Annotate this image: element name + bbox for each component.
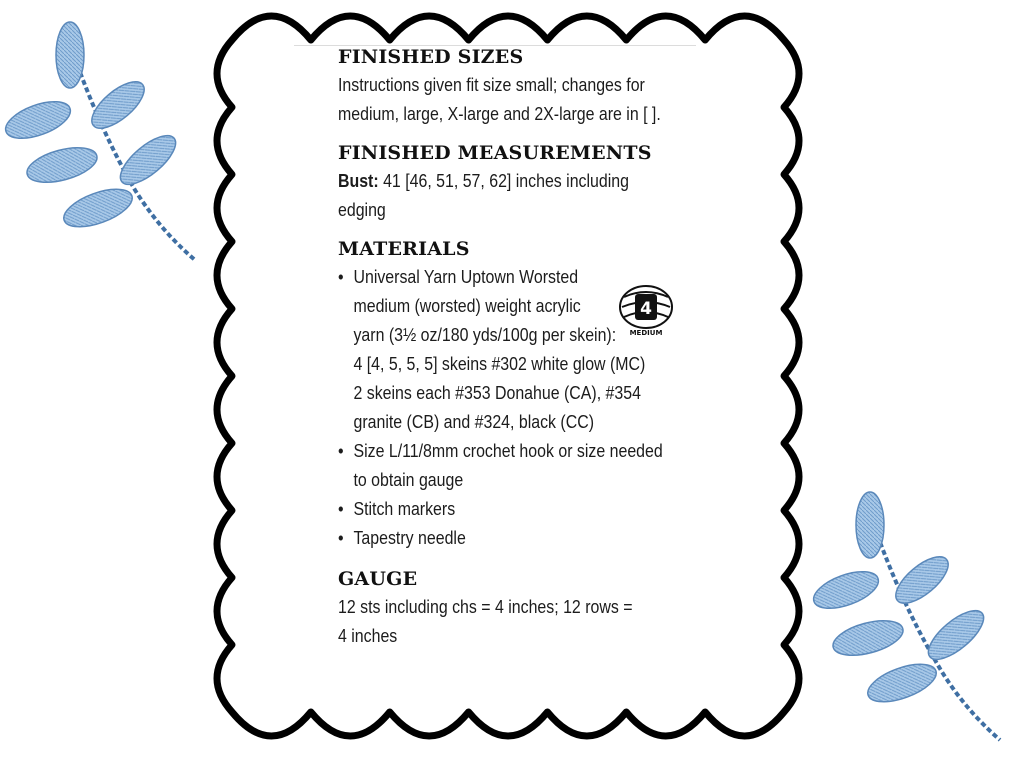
list-item-cont <box>338 291 708 320</box>
heading-finished-sizes: FINISHED SIZES <box>338 46 524 68</box>
leaf-sprig-icon <box>0 10 210 270</box>
bust-cont: edging <box>338 199 386 220</box>
heading-materials: MATERIALS <box>338 238 470 260</box>
materials-list <box>338 262 708 552</box>
hook-line: to obtain gauge <box>353 469 464 490</box>
list-item-cont <box>338 465 708 494</box>
yarn-line: yarn (3½ oz/180 yds/100g per skein): <box>353 324 617 345</box>
yarn-line: medium (worsted) weight acrylic <box>353 295 581 316</box>
list-item <box>338 436 708 465</box>
bust-text: 41 [46, 51, 57, 62] inches including <box>378 170 629 191</box>
list-item-cont <box>338 320 708 349</box>
sizes-line: Instructions given fit size small; changes for <box>338 74 645 95</box>
yarn-sub-line: granite (CB) and #324, black (CC) <box>353 411 595 432</box>
bullet: • <box>338 498 344 519</box>
bullet: • <box>338 440 344 461</box>
list-item <box>338 494 708 523</box>
bust-label: Bust: <box>338 170 379 191</box>
yarn-sub-line: 2 skeins each #353 Donahue (CA), #354 <box>353 382 641 403</box>
bullet: • <box>338 266 344 287</box>
list-item <box>338 523 708 552</box>
leaf-sprig-icon <box>810 490 1020 750</box>
badge-label: MEDIUM <box>629 329 663 337</box>
list-item <box>338 262 708 291</box>
gauge-line: 12 sts including chs = 4 inches; 12 rows = <box>338 596 633 617</box>
markers-line: Stitch markers <box>353 498 456 519</box>
list-subitem <box>338 349 708 378</box>
pattern-info <box>338 44 708 650</box>
heading-gauge: GAUGE <box>338 568 418 590</box>
gauge-line: 4 inches <box>338 625 398 646</box>
heading-finished-measurements: FINISHED MEASUREMENTS <box>338 142 652 164</box>
yarn-line: Universal Yarn Uptown Worsted <box>353 266 579 287</box>
hook-line: Size L/11/8mm crochet hook or size needed <box>353 440 663 461</box>
list-subitem <box>338 378 708 407</box>
sizes-line: medium, large, X-large and 2X-large are in [ ]. <box>338 103 661 124</box>
yarn-sub-line: 4 [4, 5, 5, 5] skeins #302 white glow (MC) <box>353 353 646 374</box>
bullet: • <box>338 527 344 548</box>
badge-number: 4 <box>640 299 652 319</box>
bust-line <box>338 166 708 195</box>
needle-line: Tapestry needle <box>353 527 466 548</box>
list-subitem <box>338 407 708 436</box>
